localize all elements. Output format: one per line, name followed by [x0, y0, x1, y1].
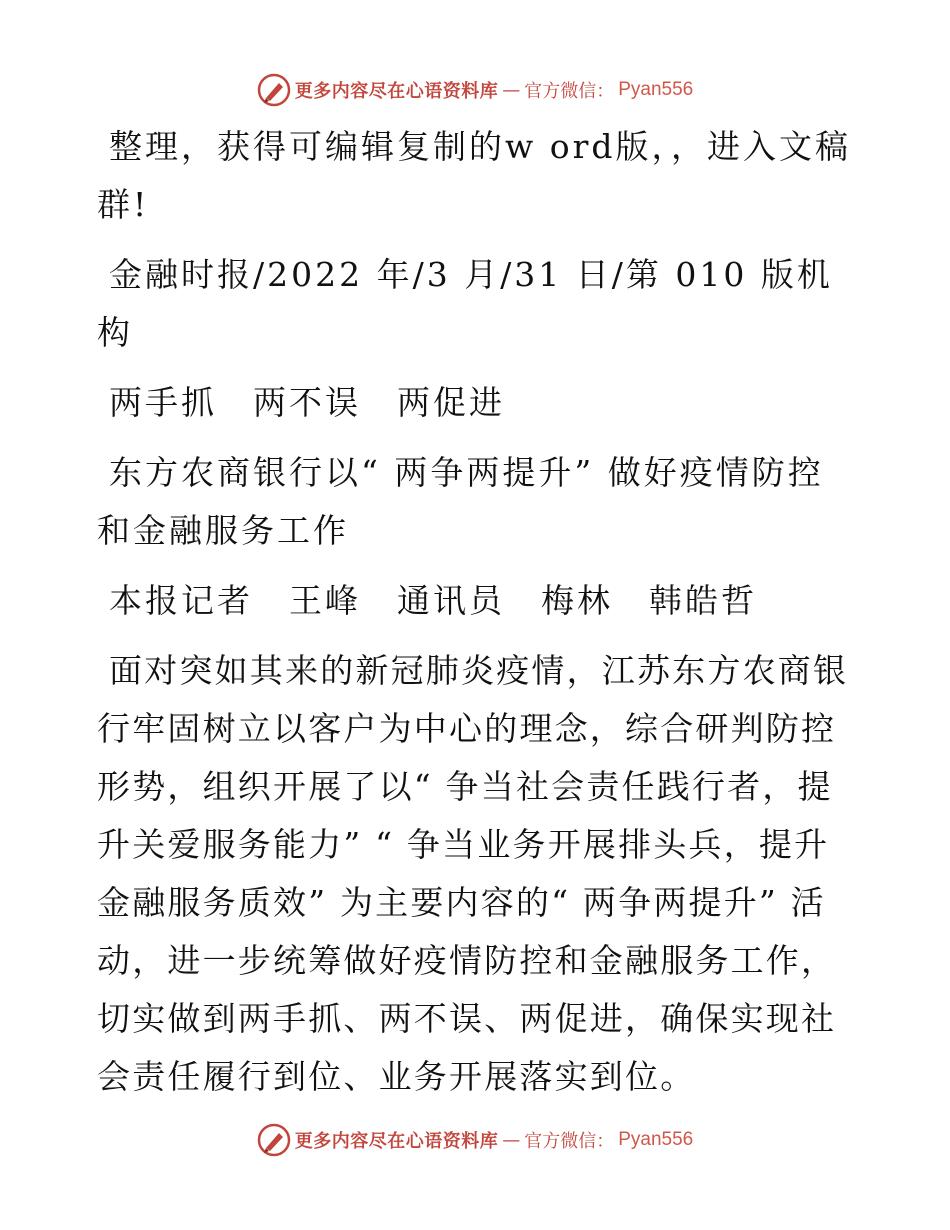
pen-logo-icon	[257, 1123, 291, 1157]
body-paragraph: 面对突如其来的新冠肺炎疫情，江苏东方农商银行牢固树立以客户为中心的理念，综合研判防控形势，组织开展了以“ 争当社会责任践行者，提升关爱服务能力” “ 争当业务开展排头兵，提升金融服务质效” 为主要内容的“ 两争两提升” 活动，进一步统筹做好疫情防控和金融服务工作，切实做到两手抓、两不误、两促进，确保实现社会责任履行到位、业务开展落实到位。	[97, 651, 849, 1096]
banner-separator: —	[502, 1129, 521, 1151]
source-line: 金融时报/2022 年/3 月/31 日/第 010 版机构	[97, 255, 833, 352]
byline: 本报记者 王峰 通讯员 梅林 韩皓哲	[109, 581, 757, 620]
header-watermark-banner	[0, 70, 950, 110]
banner-separator: —	[502, 79, 521, 101]
banner-suffix: 官方微信：	[524, 81, 615, 102]
document-body	[97, 118, 857, 1118]
banner-wechat-id: Pyan556	[618, 79, 694, 100]
headline: 东方农商银行以“ 两争两提升” 做好疫情防控和金融服务工作	[97, 453, 824, 550]
headline-kicker: 两手抓 两不误 两促进	[109, 383, 505, 422]
banner-wechat-id: Pyan556	[618, 1129, 694, 1150]
banner-title: 更多内容尽在心语资料库	[294, 1131, 499, 1152]
footer-watermark-banner	[0, 1120, 950, 1160]
banner-suffix: 官方微信：	[524, 1131, 615, 1152]
pen-logo-icon	[257, 73, 291, 107]
banner-title: 更多内容尽在心语资料库	[294, 81, 499, 102]
intro-paragraph: 整理，获得可编辑复制的w ord版，，进入文稿群!	[97, 127, 852, 224]
